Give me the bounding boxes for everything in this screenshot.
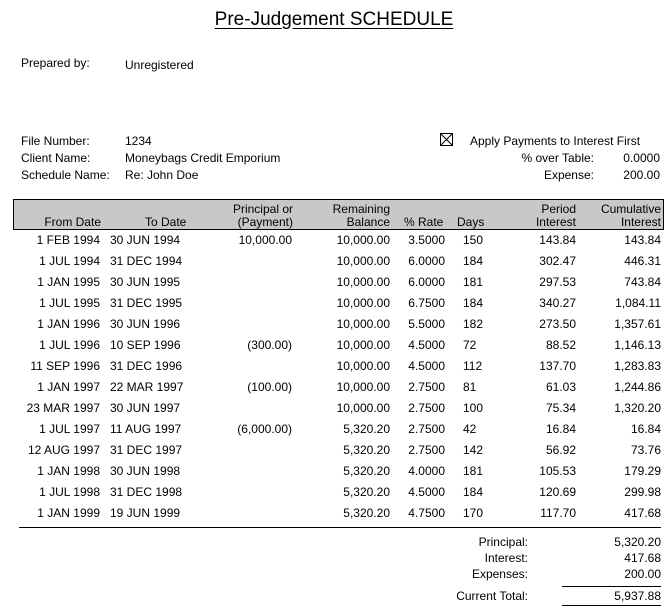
client-name-value: Moneybags Credit Emporium	[125, 151, 281, 165]
cell-rate: 4.5000	[408, 485, 445, 499]
cell-cumulative-interest: 1,244.86	[614, 380, 661, 394]
table-row	[0, 274, 668, 295]
cell-to-date: 11 AUG 1997	[110, 422, 182, 436]
apply-payments-checkbox[interactable]	[440, 133, 453, 146]
cell-balance: 5,320.20	[343, 506, 390, 520]
cell-period-interest: 16.84	[545, 422, 576, 436]
cell-balance: 5,320.20	[343, 464, 390, 478]
cell-period-interest: 143.84	[539, 233, 576, 247]
schedule-name-label: Schedule Name:	[21, 168, 110, 182]
cell-days: 42	[463, 422, 477, 436]
cell-rate: 4.7500	[408, 506, 445, 520]
total-bottom-rule	[562, 605, 661, 606]
cell-days: 184	[463, 254, 484, 268]
schedule-name-value: Re: John Doe	[125, 168, 199, 182]
cell-rate: 6.0000	[408, 275, 445, 289]
cell-from-date: 1 JAN 1998	[37, 464, 100, 478]
expense-value: 200.00	[623, 168, 660, 182]
header-balance-line1: Remaining	[332, 202, 390, 216]
cell-from-date: 23 MAR 1997	[26, 401, 100, 415]
header-cumulative-line1: Cumulative	[600, 202, 661, 216]
table-row	[0, 484, 668, 505]
cell-to-date: 31 DEC 1994	[110, 254, 183, 268]
cell-rate: 4.0000	[408, 464, 445, 478]
cell-period-interest: 56.92	[545, 443, 576, 457]
file-number-value: 1234	[125, 134, 152, 148]
cell-cumulative-interest: 1,283.83	[614, 359, 661, 373]
table-row	[0, 505, 668, 526]
header-period-line1: Period	[541, 202, 576, 216]
cell-period-interest: 137.70	[539, 359, 576, 373]
cell-rate: 2.7500	[408, 443, 445, 457]
cell-period-interest: 61.03	[545, 380, 576, 394]
cell-period-interest: 75.34	[545, 401, 576, 415]
cell-cumulative-interest: 743.84	[624, 275, 661, 289]
cell-balance: 10,000.00	[336, 254, 390, 268]
cell-cumulative-interest: 446.31	[624, 254, 661, 268]
header-cumulative-line2: Interest	[620, 215, 661, 229]
cell-days: 170	[463, 506, 484, 520]
table-row	[0, 421, 668, 442]
cell-balance: 10,000.00	[336, 359, 390, 373]
table-row	[0, 337, 668, 358]
cell-days: 112	[463, 359, 483, 373]
cell-balance: 5,320.20	[343, 485, 390, 499]
cell-balance: 10,000.00	[336, 233, 390, 247]
cell-days: 182	[463, 317, 484, 331]
cell-days: 150	[463, 233, 484, 247]
cell-to-date: 10 SEP 1996	[110, 338, 181, 352]
cell-rate: 4.5000	[408, 338, 445, 352]
table-row	[0, 379, 668, 400]
cell-days: 81	[463, 380, 477, 394]
table-bottom-rule	[19, 527, 661, 528]
pct-over-table-label: % over Table:	[521, 151, 594, 165]
cell-rate: 2.7500	[408, 422, 445, 436]
cell-principal: (6,000.00)	[237, 422, 292, 436]
cell-to-date: 31 DEC 1996	[110, 359, 183, 373]
checkbox-x-icon	[441, 134, 452, 145]
total-top-rule	[562, 586, 661, 587]
prepared-by-label: Prepared by:	[21, 56, 90, 70]
summary-interest-value: 417.68	[624, 551, 661, 565]
cell-period-interest: 340.27	[539, 296, 576, 310]
page-title	[0, 9, 668, 31]
header-balance-line2: Balance	[346, 215, 390, 229]
cell-to-date: 22 MAR 1997	[110, 380, 184, 394]
cell-days: 72	[463, 338, 477, 352]
cell-balance: 10,000.00	[336, 338, 390, 352]
summary-expenses-value: 200.00	[624, 567, 661, 581]
summary-total-value: 5,937.88	[614, 589, 661, 603]
cell-cumulative-interest: 179.29	[624, 464, 661, 478]
cell-to-date: 30 JUN 1994	[110, 233, 181, 247]
cell-rate: 2.7500	[408, 401, 445, 415]
cell-to-date: 19 JUN 1999	[110, 506, 181, 520]
cell-period-interest: 117.70	[540, 506, 576, 520]
table-row	[0, 358, 668, 379]
cell-to-date: 30 JUN 1998	[110, 464, 181, 478]
table-row	[0, 316, 668, 337]
cell-rate: 4.5000	[408, 359, 445, 373]
cell-rate: 6.0000	[408, 254, 445, 268]
cell-rate: 2.7500	[408, 380, 445, 394]
cell-from-date: 1 FEB 1994	[36, 233, 100, 247]
cell-from-date: 11 SEP 1996	[30, 359, 100, 373]
cell-days: 100	[463, 401, 484, 415]
cell-to-date: 30 JUN 1996	[110, 317, 181, 331]
cell-days: 181	[463, 275, 484, 289]
cell-days: 184	[463, 485, 484, 499]
cell-principal: (100.00)	[247, 380, 292, 394]
header-rate: % Rate	[404, 215, 444, 229]
cell-from-date: 1 JAN 1997	[37, 380, 100, 394]
cell-from-date: 1 JUL 1998	[39, 485, 100, 499]
cell-period-interest: 105.53	[539, 464, 576, 478]
cell-balance: 10,000.00	[336, 296, 390, 310]
cell-from-date: 1 JAN 1999	[37, 506, 100, 520]
cell-from-date: 12 AUG 1997	[27, 443, 100, 457]
apply-payments-label: Apply Payments to Interest First	[470, 134, 641, 148]
summary-principal-value: 5,320.20	[614, 535, 661, 549]
table-row	[0, 400, 668, 421]
cell-days: 184	[463, 296, 484, 310]
table-row	[0, 295, 668, 316]
cell-period-interest: 273.50	[539, 317, 576, 331]
client-name-label: Client Name:	[21, 151, 91, 165]
cell-balance: 10,000.00	[336, 275, 390, 289]
cell-period-interest: 120.69	[539, 485, 576, 499]
table-row	[0, 232, 668, 253]
table-row	[0, 442, 668, 463]
prepared-by-value: Unregistered	[125, 58, 194, 72]
summary-total-label: Current Total:	[456, 589, 528, 603]
table-row	[0, 253, 668, 274]
cell-cumulative-interest: 299.98	[624, 485, 661, 499]
cell-balance: 10,000.00	[336, 380, 390, 394]
header-days: Days	[457, 215, 485, 229]
cell-cumulative-interest: 1,357.61	[614, 317, 661, 331]
cell-cumulative-interest: 1,084.11	[615, 296, 661, 310]
cell-rate: 3.5000	[408, 233, 445, 247]
cell-principal: (300.00)	[247, 338, 292, 352]
cell-balance: 5,320.20	[343, 443, 390, 457]
cell-balance: 5,320.20	[343, 422, 390, 436]
cell-principal: 10,000.00	[238, 233, 292, 247]
cell-from-date: 1 JUL 1996	[39, 338, 100, 352]
cell-cumulative-interest: 16.84	[630, 422, 661, 436]
cell-to-date: 31 DEC 1997	[110, 443, 183, 457]
cell-period-interest: 297.53	[539, 275, 576, 289]
cell-cumulative-interest: 1,320.20	[614, 401, 661, 415]
cell-cumulative-interest: 143.84	[624, 233, 661, 247]
page-title-text: Pre-Judgement SCHEDULE	[214, 9, 454, 30]
summary-interest-label: Interest:	[484, 551, 528, 565]
cell-rate: 6.7500	[408, 296, 445, 310]
cell-from-date: 1 JAN 1995	[37, 275, 100, 289]
cell-to-date: 30 JUN 1997	[110, 401, 181, 415]
cell-from-date: 1 JAN 1996	[37, 317, 100, 331]
summary-principal-label: Principal:	[478, 535, 528, 549]
cell-to-date: 30 JUN 1995	[110, 275, 181, 289]
cell-days: 142	[463, 443, 484, 457]
cell-balance: 10,000.00	[336, 317, 390, 331]
summary-expenses-label: Expenses:	[471, 567, 528, 581]
cell-from-date: 1 JUL 1995	[39, 296, 100, 310]
header-principal-line2: (Payment)	[237, 215, 293, 229]
cell-cumulative-interest: 73.76	[630, 443, 661, 457]
expense-label: Expense:	[543, 168, 594, 182]
table-row	[0, 463, 668, 484]
file-number-label: File Number:	[21, 134, 90, 148]
cell-cumulative-interest: 1,146.13	[614, 338, 661, 352]
cell-to-date: 31 DEC 1998	[110, 485, 183, 499]
cell-to-date: 31 DEC 1995	[110, 296, 183, 310]
cell-balance: 10,000.00	[336, 401, 390, 415]
header-from-date: From Date	[44, 215, 101, 229]
cell-days: 181	[463, 464, 484, 478]
pct-over-table-value: 0.0000	[623, 151, 660, 165]
cell-period-interest: 302.47	[539, 254, 576, 268]
cell-rate: 5.5000	[408, 317, 445, 331]
header-principal-line1: Principal or	[232, 202, 293, 216]
cell-cumulative-interest: 417.68	[624, 506, 661, 520]
cell-from-date: 1 JUL 1997	[39, 422, 100, 436]
header-period-line2: Interest	[535, 215, 576, 229]
cell-from-date: 1 JUL 1994	[39, 254, 100, 268]
cell-period-interest: 88.52	[545, 338, 576, 352]
header-to-date: To Date	[145, 215, 187, 229]
